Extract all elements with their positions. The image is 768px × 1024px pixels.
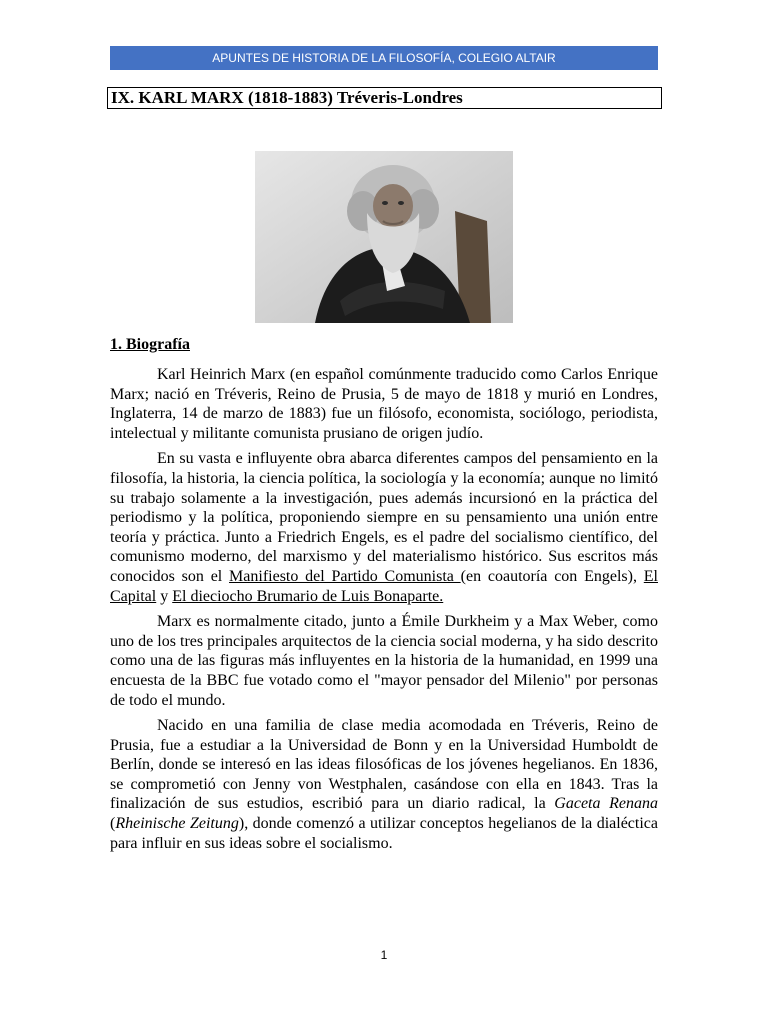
paragraph-text: y [156, 587, 173, 605]
chapter-title: IX. KARL MARX (1818-1883) Tréveris-Londres [107, 87, 662, 109]
paragraph-4 [110, 716, 658, 853]
link-dieciocho-brumario[interactable]: El dieciocho Brumario de Luis Bonaparte. [172, 587, 444, 605]
paragraph-text: En su vasta e influyente obra abarca diferentes campos del pensamiento en la filosofía, la historia, la ciencia política, la sociología y la economía; aunque no limitó su trabajo solamente a la investigación, pues además incursionó en la práctica del periodismo y la política, proponiendo siempre en su pensamiento una unión entre teoría y práctica. Junto a Friedrich Engels, es el padre del socialismo científico, del comunismo moderno, del marxismo y del materialismo histórico. Sus escritos más conocidos son el [110, 450, 658, 585]
document-header-banner: APUNTES DE HISTORIA DE LA FILOSOFÍA, COLEGIO ALTAIR [110, 46, 658, 70]
paragraph-text: Karl Heinrich Marx (en español comúnmente traducido como Carlos Enrique Marx; nació en Tréveris, Reino de Prusia, 5 de mayo de 1818 y murió en Londres, Inglaterra, 14 de marzo de 1883) fue un filósofo, economista, sociólogo, periodista, intelectual y militante comunista prusiano de origen judío. [110, 366, 658, 442]
link-el-capital[interactable]: El Capital [110, 567, 658, 605]
paragraph-text: ( [110, 815, 116, 833]
paragraph-1 [110, 365, 658, 443]
italic-rheinische-zeitung: Rheinische Zeitung [115, 815, 239, 833]
paragraph-text: (en coautoría con Engels), [460, 567, 644, 585]
paragraph-3 [110, 612, 658, 710]
body-text [110, 365, 658, 859]
portrait-photo-icon [255, 151, 513, 323]
paragraph-text: ), donde comenzó a utilizar conceptos hegelianos de la dialéctica para influir en sus ideas sobre el socialismo. [110, 815, 658, 852]
page-number: 1 [380, 948, 388, 962]
paragraph-2 [110, 449, 658, 606]
italic-gaceta-renana: Gaceta Renana [554, 795, 658, 813]
paragraph-text: Nacido en una familia de clase media acomodada en Tréveris, Reino de Prusia, fue a estudiar a la Universidad de Bonn y en la Universidad Humboldt de Berlín, donde se interesó en las ideas filosóficas de los jóvenes hegelianos. En 1836, se comprometió con Jenny von Westphalen, casándose con ella en 1843. Tras la finalización de sus estudios, escribió para un diario radical, la [110, 717, 658, 813]
paragraph-text: Marx es normalmente citado, junto a Émile Durkheim y a Max Weber, como uno de los tres principales arquitectos de la ciencia social moderna, y ha sido descrito como una de las figuras más influyentes en la historia de la humanidad, en 1999 una encuesta de la BBC fue votado como el "mayor pensador del Milenio" por personas de todo el mundo. [110, 613, 658, 709]
link-manifiesto[interactable]: Manifiesto del Partido Comunista [229, 567, 461, 585]
portrait-photo [255, 151, 513, 323]
section-heading: 1. Biografía [110, 336, 190, 353]
